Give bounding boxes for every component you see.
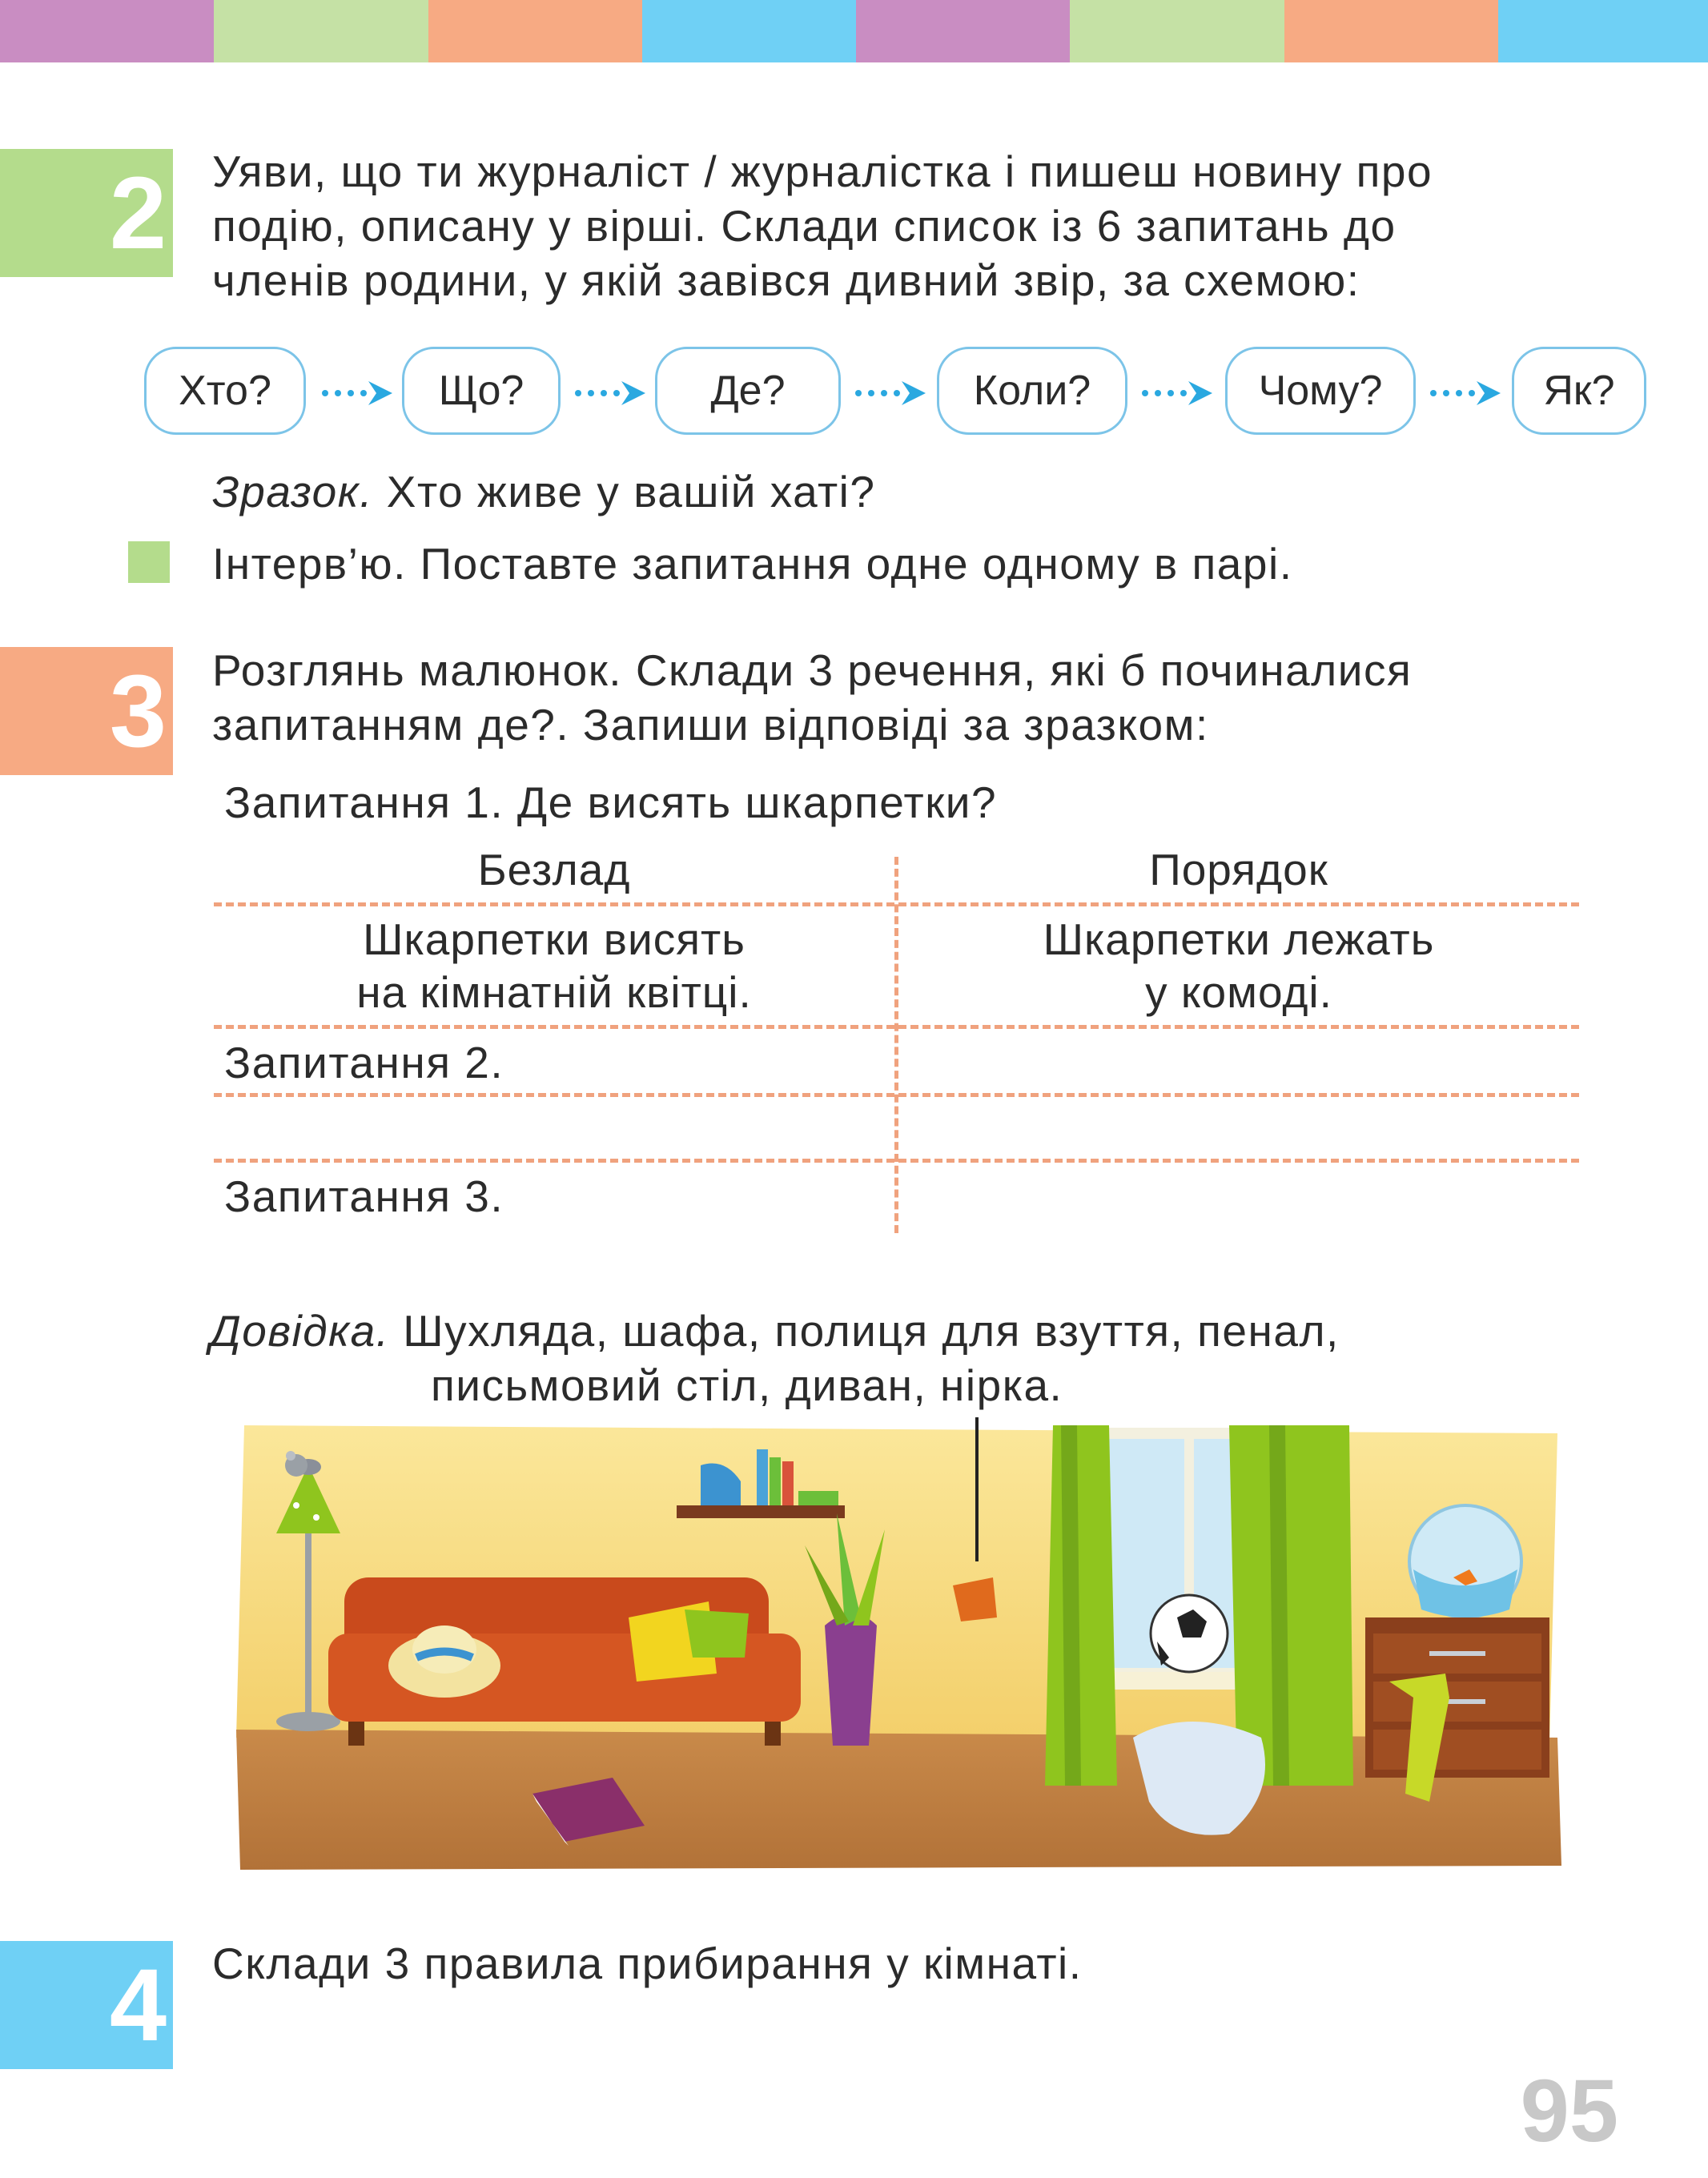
scheme-where: Де? <box>655 347 841 435</box>
task-2-number-tab <box>0 149 173 277</box>
column-header-order: Порядок <box>1149 845 1328 894</box>
stripe-6 <box>1070 0 1284 62</box>
scheme-how: Як? <box>1512 347 1646 435</box>
task-4-instruction: Склади 3 правила прибирання у кімнаті. <box>212 1939 1083 1988</box>
arrow-right-icon <box>572 373 652 413</box>
task-3-number-tab <box>0 647 173 775</box>
stripe-2 <box>214 0 428 62</box>
arrow-right-icon <box>1427 373 1507 413</box>
answer-mess-line-1: Шкарпетки висять <box>363 914 745 964</box>
task-2-number: 2 <box>109 155 167 271</box>
scheme-who: Хто? <box>144 347 306 435</box>
task-2-line-3: членів родини, у якій завівся дивний звір, за схемою: <box>212 255 1360 305</box>
answer-mess-line-2: на кімнатній квітці. <box>356 967 752 1017</box>
arrow-right-icon <box>319 373 399 413</box>
messy-room-illustration <box>228 1417 1569 1878</box>
hint-label: Довідка. <box>210 1306 390 1356</box>
stripe-7 <box>1284 0 1498 62</box>
stripe-4 <box>642 0 856 62</box>
page-number: 95 <box>1520 2062 1618 2160</box>
scheme-what: Що? <box>402 347 561 435</box>
scheme-why: Чому? <box>1225 347 1416 435</box>
stripe-1 <box>0 0 214 62</box>
task-3-number: 3 <box>109 653 167 769</box>
arrow-right-icon <box>852 373 932 413</box>
hint-line-1 <box>210 1304 1340 1358</box>
table-column-divider <box>894 857 898 1233</box>
answer-mess <box>214 913 894 1019</box>
scheme-when: Коли? <box>937 347 1127 435</box>
task-3-line-1: Розглянь малюнок. Склади 3 речення, які б починалися <box>212 645 1413 695</box>
sample-label: Зразок. <box>212 467 374 516</box>
interview-square-icon <box>128 541 170 583</box>
column-header-mess: Безлад <box>477 845 631 894</box>
task-2-line-1: Уяви, що ти журналіст / журналістка і пишеш новину про <box>212 147 1433 196</box>
question-2: Запитання 2. <box>224 1038 504 1087</box>
task-3-instruction <box>212 643 1581 752</box>
question-3: Запитання 3. <box>224 1171 504 1221</box>
hint-text-1: Шухляда, шафа, полиця для взуття, пенал, <box>389 1306 1340 1356</box>
task-4-number-tab <box>0 1941 173 2069</box>
task-2-instruction <box>212 144 1581 307</box>
task-2-line-2: подію, описану у вірші. Склади список із 6 запитань до <box>212 201 1397 251</box>
answer-order <box>898 913 1579 1019</box>
hint-line-2: письмовий стіл, диван, нірка. <box>431 1360 1063 1410</box>
answer-order-line-2: у комоді. <box>1145 967 1332 1017</box>
sample-line <box>212 464 875 519</box>
interview-text: Інтерв’ю. Поставте запитання одне одному в парі. <box>212 539 1293 589</box>
question-1: Запитання 1. Де висять шкарпетки? <box>224 778 998 827</box>
task-4-number: 4 <box>109 1947 167 2063</box>
arrow-right-icon <box>1139 373 1219 413</box>
stripe-3 <box>428 0 642 62</box>
task-3-line-2: запитанням де?. Запиши відповіді за зразком: <box>212 700 1209 749</box>
answer-order-line-1: Шкарпетки лежать <box>1043 914 1435 964</box>
stripe-5 <box>856 0 1070 62</box>
sample-text: Хто живе у вашій хаті? <box>373 467 876 516</box>
stripe-8 <box>1498 0 1708 62</box>
